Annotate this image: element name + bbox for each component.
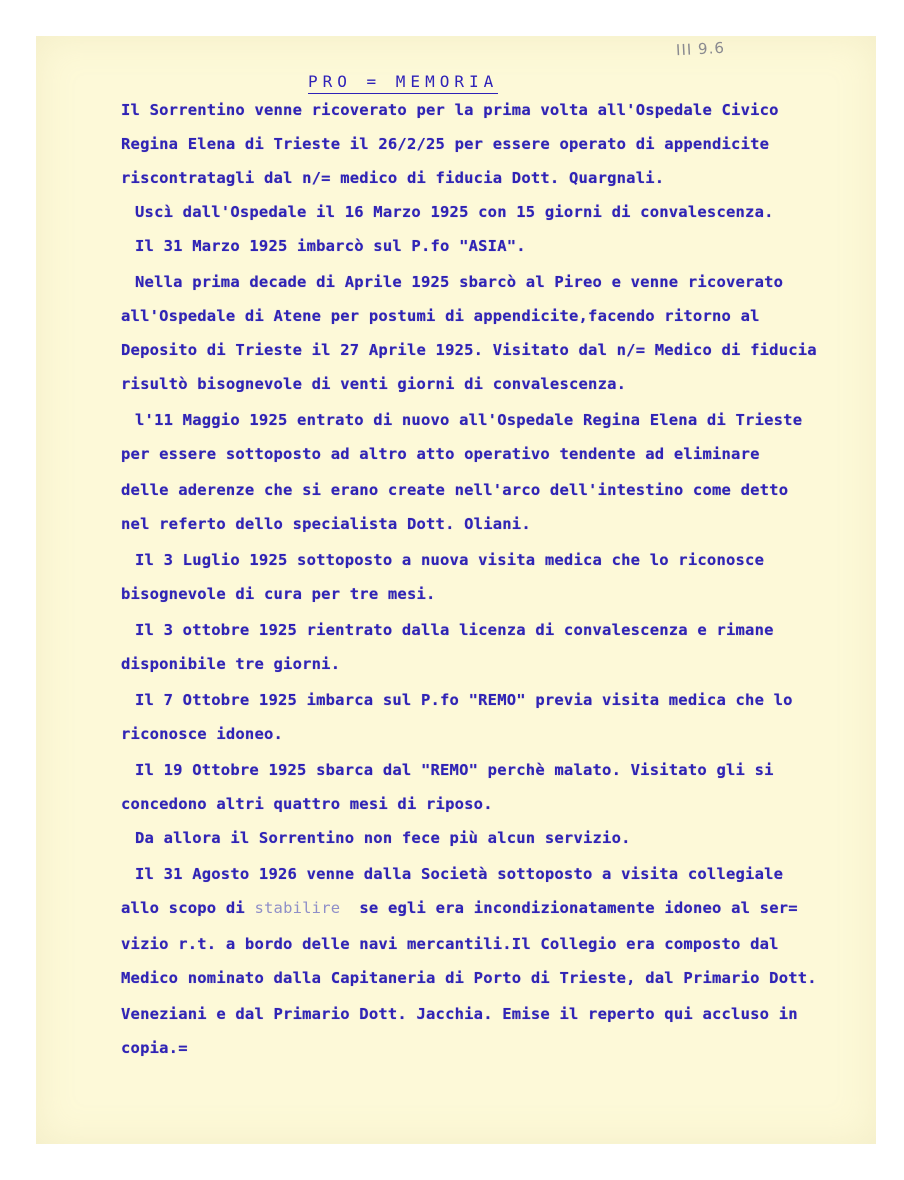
text-line-remainder: se egli era incondizionatamente idoneo al ser= xyxy=(359,899,798,917)
text-line: Il 7 Ottobre 1925 imbarca sul P.fo "REMO" previa visita medica che lo xyxy=(135,691,793,709)
text-line: riscontratagli dal n/= medico di fiducia Dott. Quargnali. xyxy=(121,169,665,187)
document-title: PRO = MEMORIA xyxy=(308,72,498,94)
text-line: Uscì dall'Ospedale il 16 Marzo 1925 con 15 giorni di convalescenza. xyxy=(135,203,774,221)
faint-retyped-word: stabilire xyxy=(254,899,341,917)
text-line: Il 19 Ottobre 1925 sbarca dal "REMO" perchè malato. Visitato gli si xyxy=(135,761,774,779)
text-line: Nella prima decade di Aprile 1925 sbarcò al Pireo e venne ricoverato xyxy=(135,273,784,291)
text-line: Deposito di Trieste il 27 Aprile 1925. Visitato dal n/= Medico di fiducia xyxy=(121,341,817,359)
text-line: Il 31 Marzo 1925 imbarcò sul P.fo "ASIA". xyxy=(135,237,526,255)
text-line: per essere sottoposto ad altro atto operativo tendente ad eliminare xyxy=(121,445,760,463)
text-line: Da allora il Sorrentino non fece più alcun servizio. xyxy=(135,829,631,847)
text-line: riconosce idoneo. xyxy=(121,725,284,743)
text-line: risultò bisognevole di venti giorni di convalescenza. xyxy=(121,375,627,393)
text-line: concedono altri quattro mesi di riposo. xyxy=(121,795,493,813)
text-line: l'11 Maggio 1925 entrato di nuovo all'Ospedale Regina Elena di Trieste xyxy=(135,411,803,429)
archive-reference-note: III 9.6 xyxy=(675,38,726,60)
text-line: bisognevole di cura per tre mesi. xyxy=(121,585,436,603)
text-line: Il Sorrentino venne ricoverato per la prima volta all'Ospedale Civico xyxy=(121,101,779,119)
text-line: all'Ospedale di Atene per postumi di appendicite,facendo ritorno al xyxy=(121,307,760,325)
text-line-prefix: allo scopo di xyxy=(121,899,245,917)
text-line: copia.= xyxy=(121,1039,188,1057)
text-line: Veneziani e dal Primario Dott. Jacchia. Emise il reperto qui accluso in xyxy=(121,1005,798,1023)
text-line: delle aderenze che si erano create nell'arco dell'intestino come detto xyxy=(121,481,789,499)
text-line: Medico nominato dalla Capitaneria di Porto di Trieste, dal Primario Dott. xyxy=(121,969,817,987)
text-line: Il 3 ottobre 1925 rientrato dalla licenza di convalescenza e rimane xyxy=(135,621,774,639)
text-line: Il 3 Luglio 1925 sottoposto a nuova visita medica che lo riconosce xyxy=(135,551,765,569)
text-line-with-faint-word xyxy=(121,899,798,917)
text-line: Il 31 Agosto 1926 venne dalla Società sottoposto a visita collegiale xyxy=(135,865,784,883)
text-line: Regina Elena di Trieste il 26/2/25 per essere operato di appendicite xyxy=(121,135,770,153)
text-line: nel referto dello specialista Dott. Oliani. xyxy=(121,515,531,533)
text-line: disponibile tre giorni. xyxy=(121,655,341,673)
text-line: vizio r.t. a bordo delle navi mercantili.Il Collegio era composto dal xyxy=(121,935,779,953)
